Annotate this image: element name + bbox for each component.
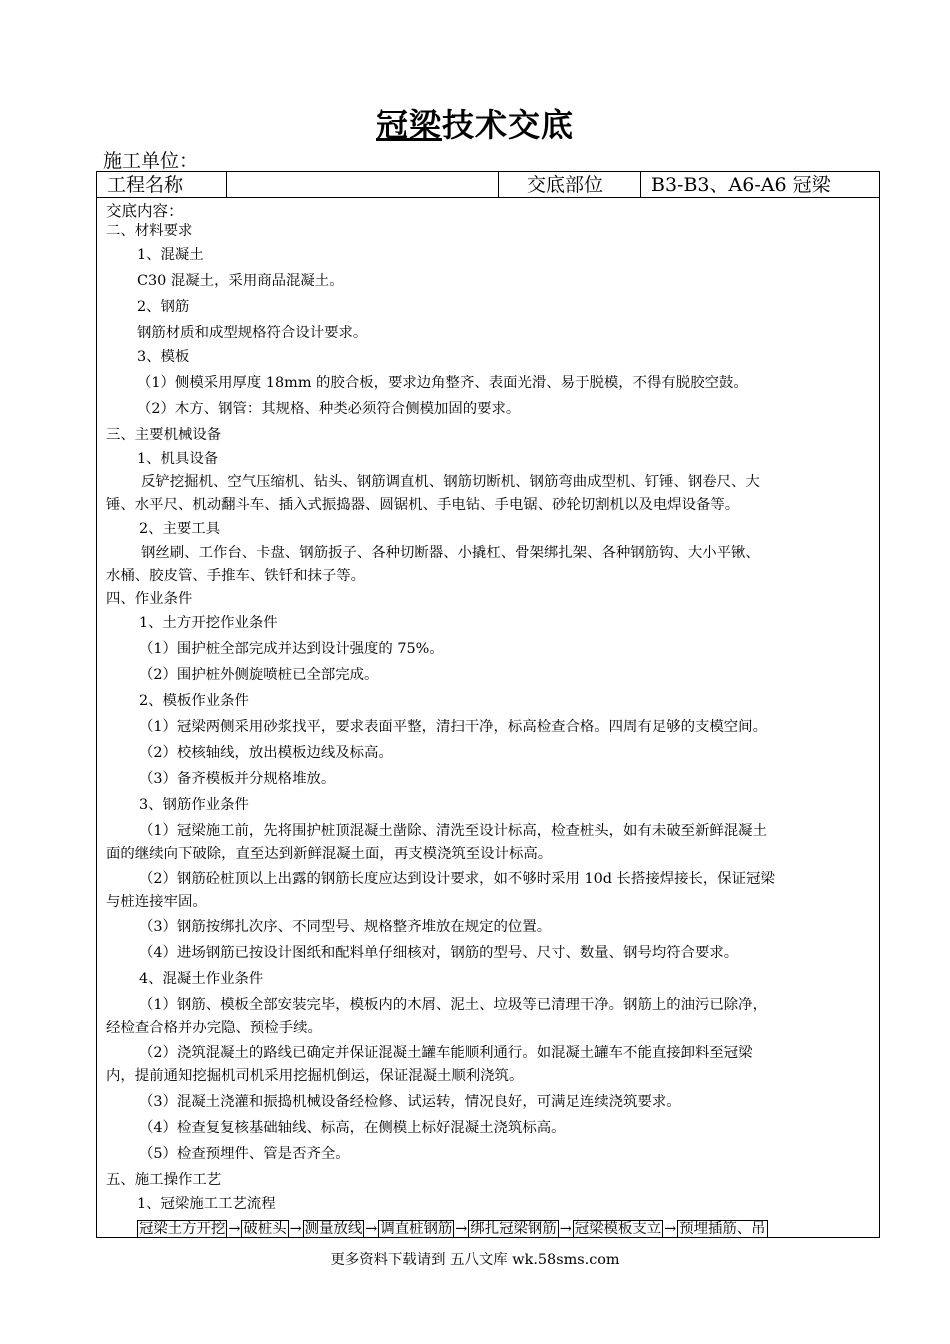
title-underlined: 冠梁 bbox=[375, 106, 442, 144]
section-heading: 二、材料要求 bbox=[106, 223, 193, 239]
flow-step: 调直桩钢筋 bbox=[380, 1221, 453, 1237]
arrow-icon: → bbox=[289, 1221, 302, 1237]
location-label: 交底部位 bbox=[499, 172, 641, 197]
section-heading: 三、主要机械设备 bbox=[106, 427, 222, 443]
arrow-icon: → bbox=[559, 1221, 572, 1237]
text-line: 经检查合格并办完隐、预检手续。 bbox=[106, 1020, 322, 1036]
text-line: （1）冠梁施工前，先将围护桩顶混凝土凿除、清洗至设计标高，检查桩头，如有未破至新鲜混凝土 bbox=[139, 823, 767, 839]
section-heading: 五、施工操作工艺 bbox=[106, 1172, 222, 1188]
table-header-row bbox=[97, 172, 879, 198]
text-line: （3）混凝土浇灌和振捣机械设备经检修、试运转，情况良好，可满足连续浇筑要求。 bbox=[139, 1094, 681, 1110]
subsection-heading: 3、钢筋作业条件 bbox=[139, 797, 249, 813]
subsection-heading: 2、模板作业条件 bbox=[139, 693, 249, 709]
text-line: （1）围护桩全部完成并达到设计强度的 75%。 bbox=[139, 641, 444, 657]
subsection-heading: 1、机具设备 bbox=[137, 451, 219, 467]
subsection-heading: 1、土方开挖作业条件 bbox=[139, 615, 278, 631]
content-label: 交底内容： bbox=[106, 202, 184, 220]
subsection-heading: 1、冠梁施工工艺流程 bbox=[137, 1196, 276, 1212]
subsection-heading: 1、混凝土 bbox=[137, 247, 204, 263]
text-line: （4）检查复复核基础轴线、标高，在侧模上标好混凝土浇筑标高。 bbox=[139, 1120, 566, 1136]
subsection-heading: 2、主要工具 bbox=[139, 521, 221, 537]
flow-step: 预埋插筋、吊 bbox=[679, 1221, 766, 1237]
text-line: 反铲挖掘机、空气压缩机、钻头、钢筋调直机、钢筋切断机、钢筋弯曲成型机、钉锤、钢卷尺、大 bbox=[141, 474, 760, 490]
arrow-icon: → bbox=[365, 1221, 378, 1237]
document-title bbox=[0, 100, 950, 146]
flow-step: 测量放线 bbox=[304, 1221, 363, 1237]
project-name-label: 工程名称 bbox=[97, 172, 227, 197]
text-line: （2）浇筑混凝土的路线已确定并保证混凝土罐车能顺利通行。如混凝土罐车不能直接卸料至冠梁 bbox=[139, 1045, 753, 1061]
text-line: C30 混凝土，采用商品混凝土。 bbox=[137, 273, 344, 289]
text-line: 内，提前通知挖掘机司机采用挖掘机倒运，保证混凝土顺利浇筑。 bbox=[106, 1068, 524, 1084]
arrow-icon: → bbox=[455, 1221, 468, 1237]
text-line: （2）木方、钢管：其规格、种类必须符合侧模加固的要求。 bbox=[137, 401, 521, 417]
text-line: （4）进场钢筋已按设计图纸和配料单仔细核对，钢筋的型号、尺寸、数量、钢号均符合要求。 bbox=[139, 945, 739, 961]
flow-step: 绑扎冠梁钢筋 bbox=[470, 1221, 557, 1237]
text-line: 与桩连接牢固。 bbox=[106, 894, 207, 910]
flow-step: 冠梁土方开挖 bbox=[139, 1221, 226, 1237]
subsection-heading: 3、模板 bbox=[137, 349, 190, 365]
process-flow bbox=[137, 1220, 768, 1238]
text-line: （5）检查预埋件、管是否齐全。 bbox=[139, 1146, 350, 1162]
text-line: 钢丝刷、工作台、卡盘、钢筋扳子、各种切断器、小撬杠、骨架绑扎架、各种钢筋钩、大小平锹、 bbox=[141, 545, 760, 561]
arrow-icon: → bbox=[228, 1221, 241, 1237]
text-line: （2）钢筋砼桩顶以上出露的钢筋长度应达到设计要求，如不够时采用 10d 长搭接焊接长，保证冠梁 bbox=[139, 871, 775, 887]
project-name-value bbox=[227, 172, 499, 197]
text-line: （2）围护桩外侧旋喷桩已全部完成。 bbox=[139, 667, 379, 683]
text-line: 面的继续向下破除，直至达到新鲜混凝土面，再支模浇筑至设计标高。 bbox=[106, 846, 553, 862]
text-line: （2）校核轴线，放出模板边线及标高。 bbox=[139, 745, 393, 761]
location-value: B3-B3、A6-A6 冠梁 bbox=[651, 174, 831, 196]
text-line: 水桶、胶皮管、手推车、铁钎和抹子等。 bbox=[106, 568, 366, 584]
text-line: （1）冠梁两侧采用砂浆找平，要求表面平整，清扫干净，标高检查合格。四周有足够的支模空间。 bbox=[139, 719, 767, 735]
section-heading: 四、作业条件 bbox=[106, 591, 193, 607]
footer-link-text[interactable]: 更多资料下载请到 五八文库 wk.58sms.com bbox=[330, 1252, 620, 1268]
construction-unit-label: 施工单位： bbox=[103, 150, 199, 172]
text-line: （3）备齐模板并分规格堆放。 bbox=[139, 771, 336, 787]
subsection-heading: 2、钢筋 bbox=[137, 299, 190, 315]
arrow-icon: → bbox=[664, 1221, 677, 1237]
flow-step: 冠梁模板支立 bbox=[574, 1221, 662, 1237]
subsection-heading: 4、混凝土作业条件 bbox=[139, 971, 264, 987]
text-line: （1）钢筋、模板全部安装完毕，模板内的木屑、泥土、垃圾等已清理干净。钢筋上的油污已除净， bbox=[139, 997, 767, 1013]
text-line: 锤、水平尺、机动翻斗车、插入式振捣器、圆锯机、手电钻、手电锯、砂轮切割机以及电焊设备等。 bbox=[106, 497, 740, 513]
text-line: （3）钢筋按绑扎次序、不同型号、规格整齐堆放在规定的位置。 bbox=[139, 919, 552, 935]
text-line: （1）侧模采用厚度 18mm 的胶合板，要求边角整齐、表面光滑、易于脱模，不得有脱胶空鼓。 bbox=[137, 375, 748, 391]
disclosure-table bbox=[96, 171, 880, 1238]
text-line: 钢筋材质和成型规格符合设计要求。 bbox=[137, 325, 368, 341]
title-rest: 技术交底 bbox=[442, 106, 575, 144]
flow-step: 破桩头 bbox=[243, 1221, 287, 1237]
